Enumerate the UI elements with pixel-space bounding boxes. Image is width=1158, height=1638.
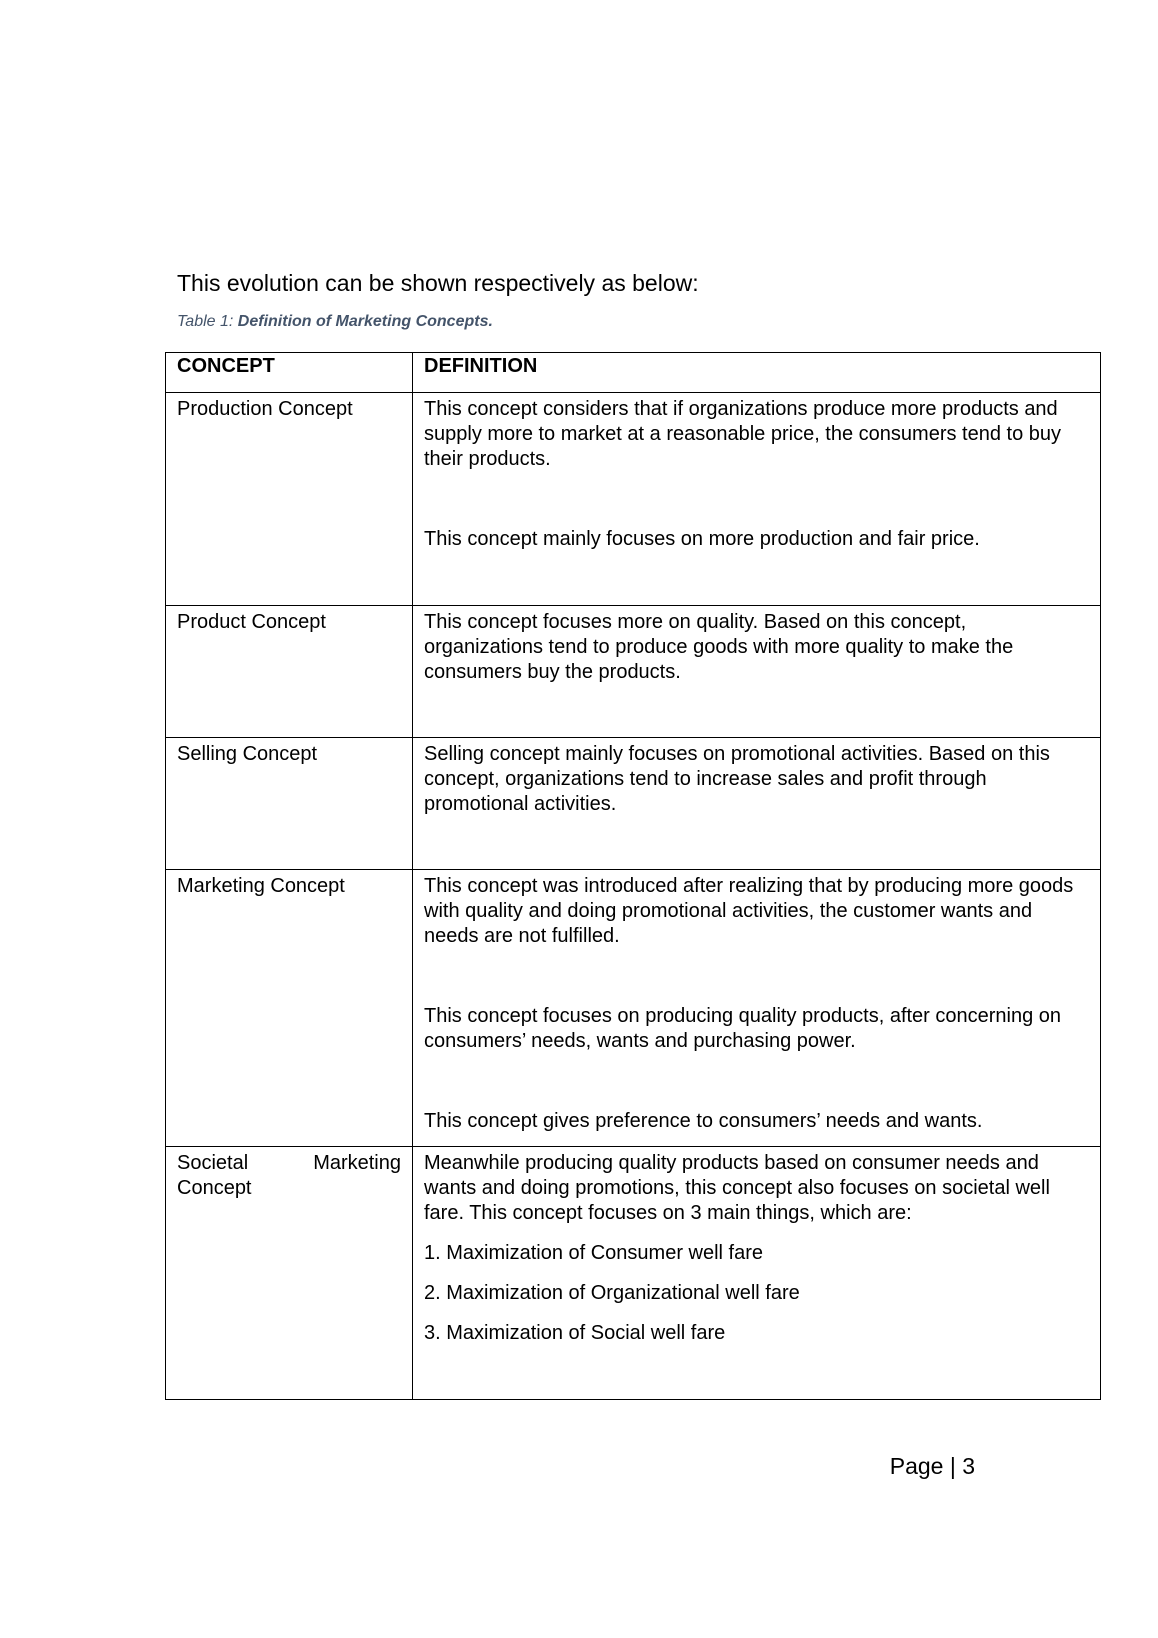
concept-word: Concept — [177, 1177, 252, 1199]
table-row — [166, 1147, 1101, 1400]
concept-cell: Product Concept — [166, 606, 413, 738]
definition-list-item: 1. Maximization of Consumer well fare — [424, 1242, 764, 1264]
table-row — [166, 393, 1101, 606]
concept-cell — [166, 1147, 413, 1400]
definition-cell — [413, 870, 1101, 1147]
concept-word: Marketing — [313, 1152, 401, 1174]
caption-title: Definition of Marketing Concepts. — [237, 313, 493, 330]
table-header-row — [166, 353, 1101, 393]
page-number: Page | 3 — [889, 1453, 975, 1479]
table-caption — [177, 313, 493, 331]
definition-cell — [413, 606, 1101, 738]
definition-paragraph: This concept focuses more on quality. Based on this concept, organizations tend to produce goods with more quality to make the consumers buy the products. — [424, 611, 1014, 683]
definition-paragraph: Meanwhile producing quality products based on consumer needs and wants and doing promotions, this concept also focuses on societal well fare. This concept focuses on 3 main things, which are: — [424, 1152, 1050, 1224]
definition-cell — [413, 1147, 1101, 1400]
definition-cell — [413, 393, 1101, 606]
header-definition: DEFINITION — [413, 353, 1101, 393]
definition-list-item: 2. Maximization of Organizational well fare — [424, 1282, 800, 1304]
table-row — [166, 870, 1101, 1147]
concept-cell: Marketing Concept — [166, 870, 413, 1147]
intro-text: This evolution can be shown respectively as below: — [177, 270, 699, 296]
header-concept: CONCEPT — [166, 353, 413, 393]
definition-paragraph: Selling concept mainly focuses on promotional activities. Based on this concept, organizations tend to increase sales and profit through promotional activities. — [424, 743, 1050, 815]
definition-paragraph: This concept considers that if organizations produce more products and supply more to market at a reasonable price, the consumers tend to buy their products. — [424, 398, 1062, 470]
definition-paragraph: This concept focuses on producing quality products, after concerning on consumers’ needs, wants and purchasing power. — [424, 1005, 1062, 1052]
table-row — [166, 738, 1101, 870]
definition-paragraph: This concept gives preference to consumers’ needs and wants. — [424, 1110, 983, 1132]
caption-prefix: Table 1: — [177, 313, 238, 330]
concepts-table — [165, 352, 1101, 1400]
concept-cell: Selling Concept — [166, 738, 413, 870]
definition-paragraph: This concept mainly focuses on more production and fair price. — [424, 528, 980, 550]
definition-cell — [413, 738, 1101, 870]
concept-word: Societal — [177, 1152, 249, 1174]
definition-list-item: 3. Maximization of Social well fare — [424, 1322, 726, 1344]
table-row — [166, 606, 1101, 738]
concept-cell: Production Concept — [166, 393, 413, 606]
definition-paragraph: This concept was introduced after realizing that by producing more goods with quality and doing promotional activities, the customer wants and needs are not fulfilled. — [424, 875, 1074, 947]
